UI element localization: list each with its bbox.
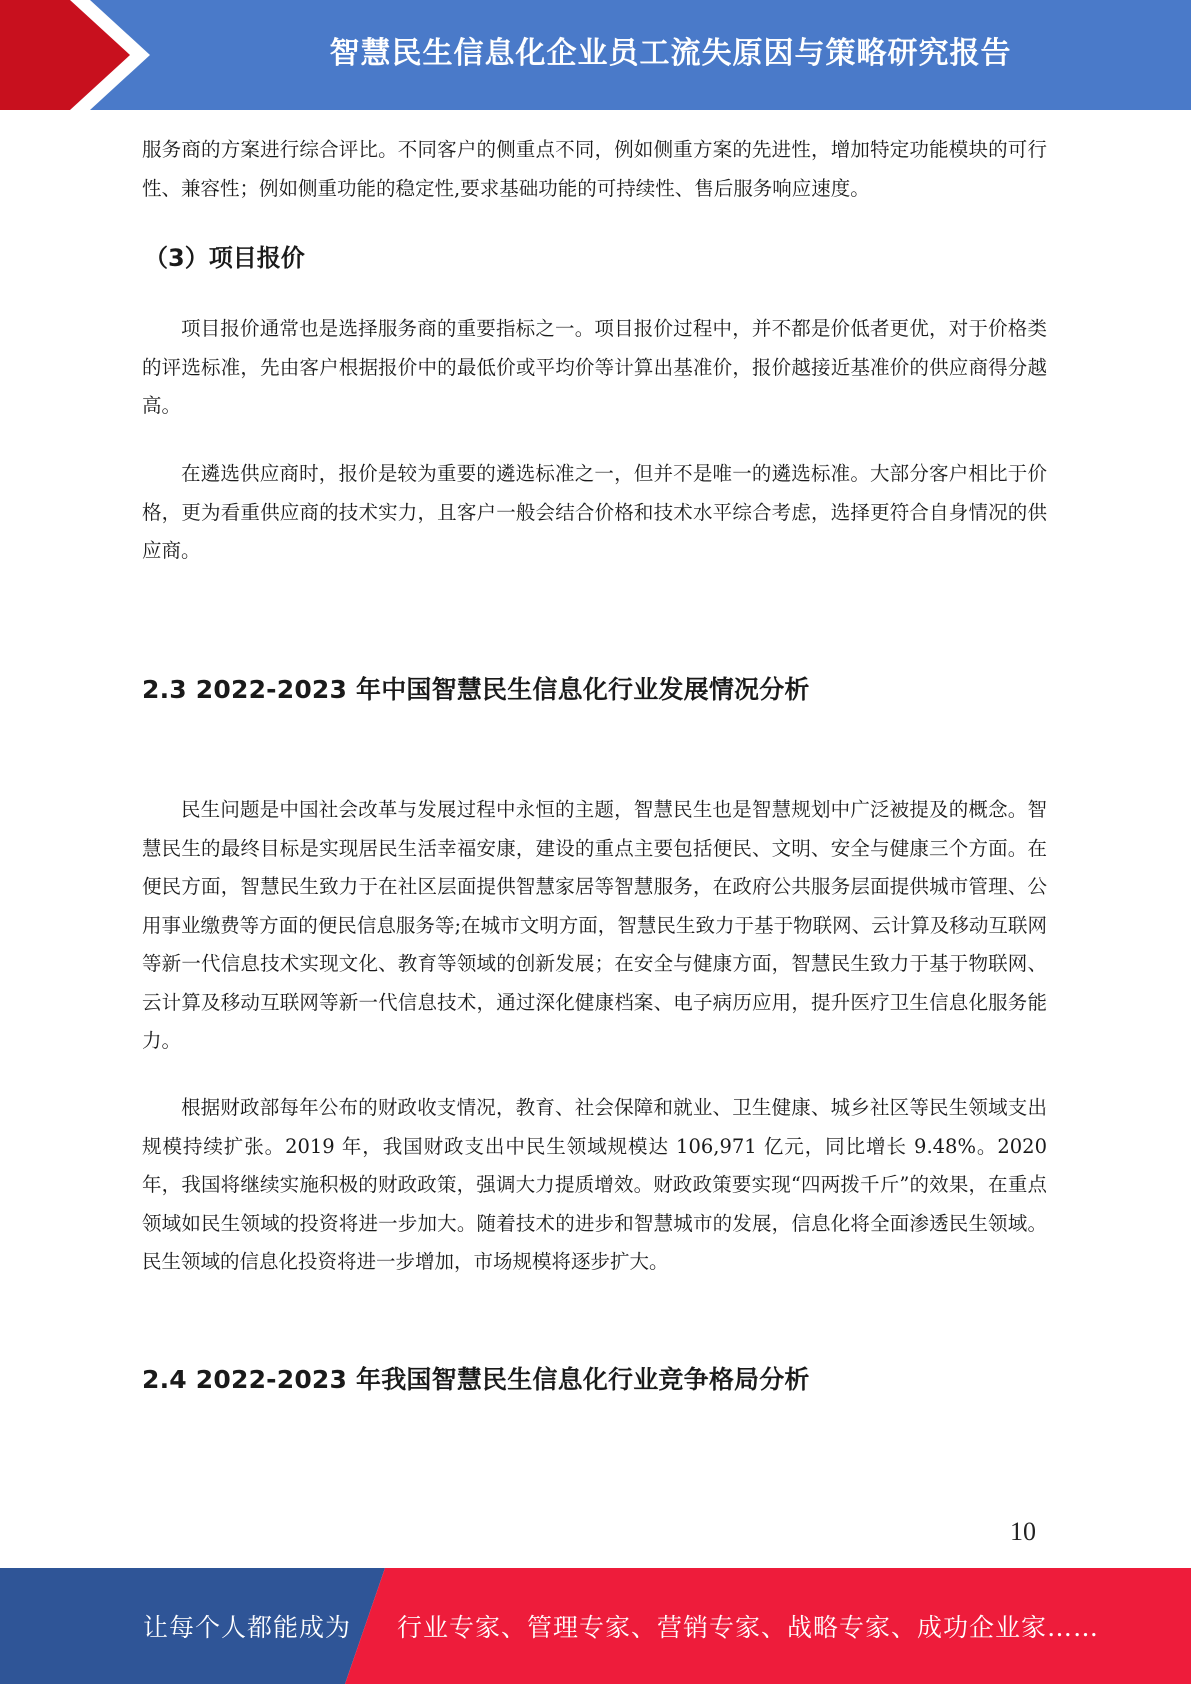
footer-slogan-right: 行业专家、管理专家、营销专家、战略专家、成功企业家…… — [397, 1613, 1100, 1642]
page-number: 10 — [1010, 1517, 1036, 1546]
page-header — [0, 0, 1191, 110]
footer-slogan-left: 让每个人都能成为 — [143, 1613, 352, 1642]
paragraph-finance: 根据财政部每年公布的财政收支情况，教育、社会保障和就业、卫生健康、城乡社区等民生领域支出规模持续扩张。2019 年，我国财政支出中民生领域规模达 106,971 亿元，同比增长 9.48%。2020 年，我国将继续实施积极的财政政策，强调大力提质增效。财政政策要实现“四两拨千斤”的效果，在重点领域如民生领域的投资将进一步加大。随着技术的进步和智慧城市的发展，信息化将全面渗透民生领域。民生领域的信息化投资将进一步增加，市场规模将逐步扩大。 — [142, 1096, 1047, 1273]
section-heading-2-3: 2.3 2022-2023 年中国智慧民生信息化行业发展情况分析 — [142, 675, 810, 704]
section-heading-2-4: 2.4 2022-2023 年我国智慧民生信息化行业竞争格局分析 — [142, 1365, 810, 1394]
page-footer — [0, 1568, 1191, 1684]
paragraph-quote-1: 项目报价通常也是选择服务商的重要指标之一。项目报价过程中，并不都是价低者更优，对于价格类的评选标准，先由客户根据报价中的最低价或平均价等计算出基准价，报价越接近基准价的供应商得分越高。 — [142, 317, 1047, 417]
subheading-project-quote: （3）项目报价 — [144, 244, 305, 272]
paragraph-intro: 服务商的方案进行综合评比。不同客户的侧重点不同，例如侧重方案的先进性，增加特定功能模块的可行性、兼容性；例如侧重功能的稳定性,要求基础功能的可持续性、售后服务响应速度。 — [142, 138, 1047, 200]
report-title: 智慧民生信息化企业员工流失原因与策略研究报告 — [329, 36, 1012, 71]
paragraph-livelihood: 民生问题是中国社会改革与发展过程中永恒的主题，智慧民生也是智慧规划中广泛被提及的概念。智慧民生的最终目标是实现居民生活幸福安康，建设的重点主要包括便民、文明、安全与健康三个方面。在便民方面，智慧民生致力于在社区层面提供智慧家居等智慧服务，在政府公共服务层面提供城市管理、公用事业缴费等方面的便民信息服务等;在城市文明方面，智慧民生致力于基于物联网、云计算及移动互联网等新一代信息技术实现文化、教育等领域的创新发展；在安全与健康方面，智慧民生致力于基于物联网、云计算及移动互联网等新一代信息技术，通过深化健康档案、电子病历应用，提升医疗卫生信息化服务能力。 — [142, 798, 1047, 1052]
paragraph-quote-2: 在遴选供应商时，报价是较为重要的遴选标准之一，但并不是唯一的遴选标准。大部分客户相比于价格，更为看重供应商的技术实力，且客户一般会结合价格和技术水平综合考虑，选择更符合自身情况的供应商。 — [142, 462, 1047, 562]
